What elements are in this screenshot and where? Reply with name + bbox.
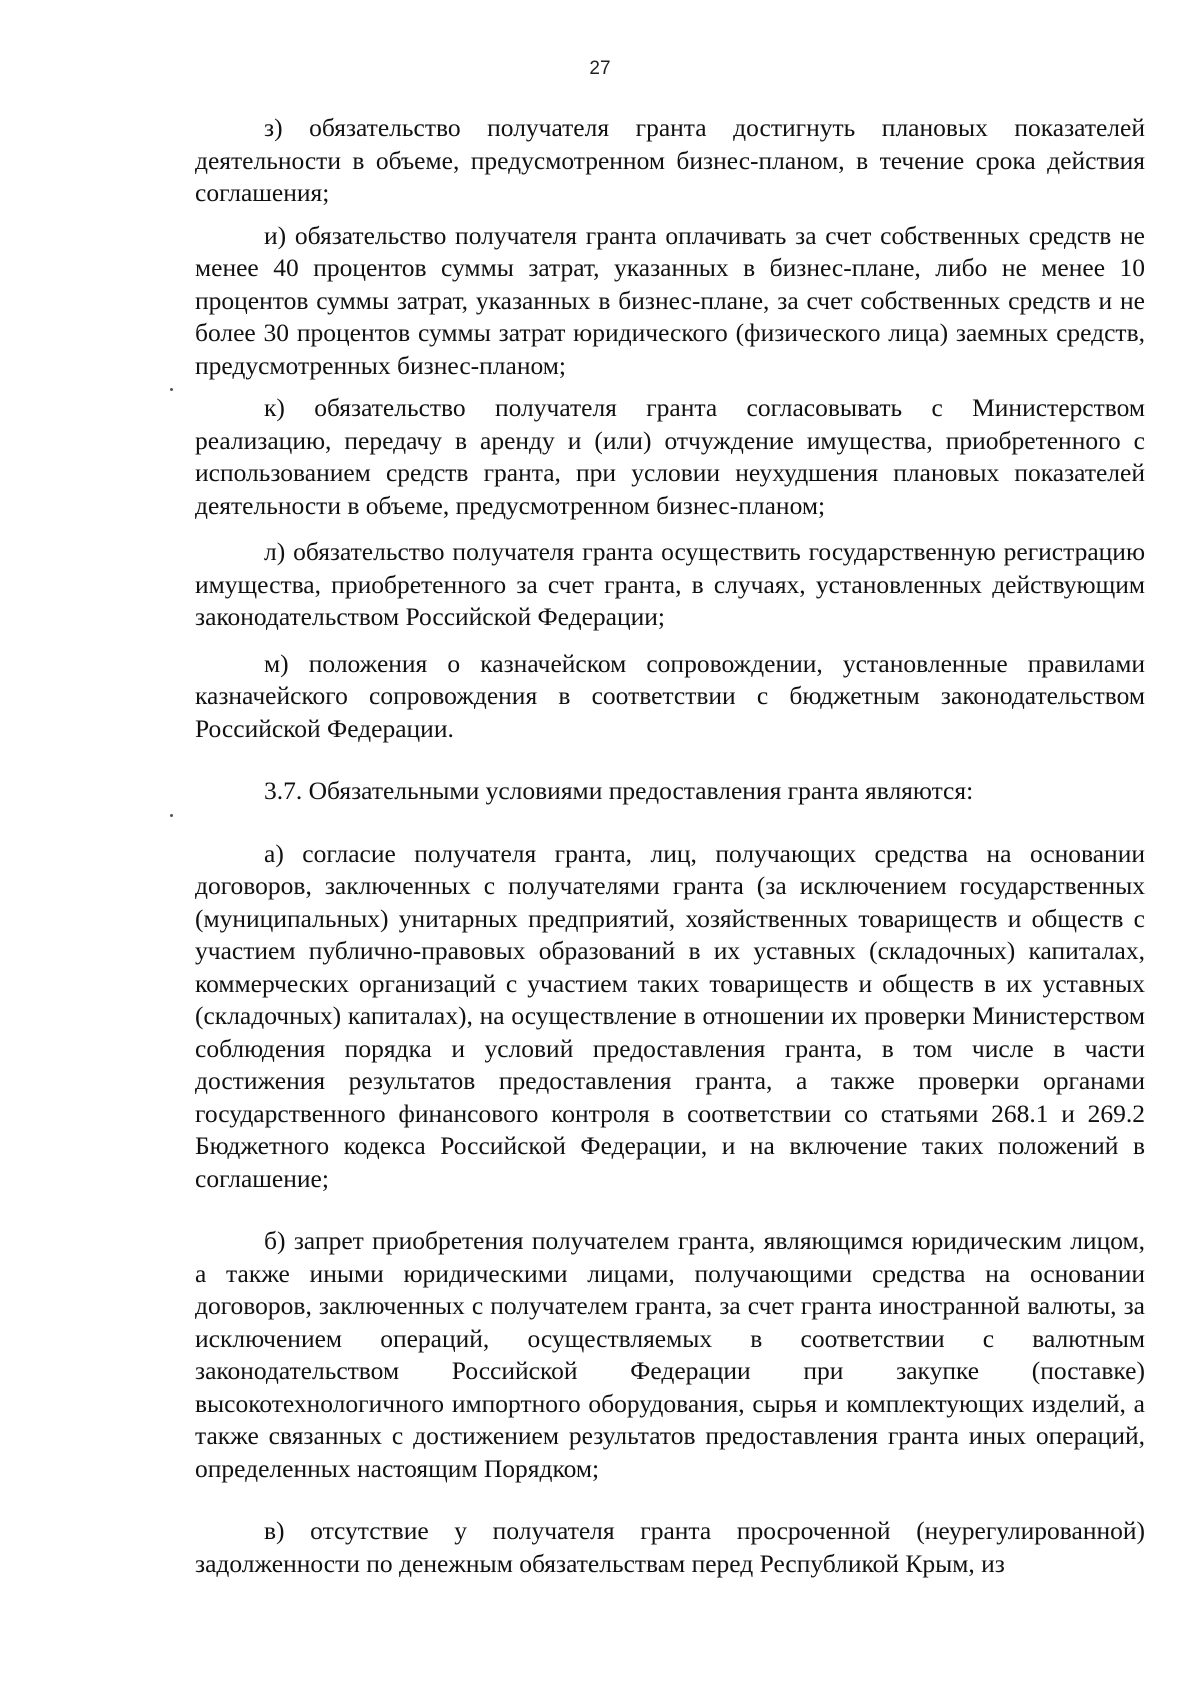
paragraph-k: к) обязательство получателя гранта согласовывать с Министерством реализацию, передачу в аренду и (или) отчуждение имущества, приобретенного с использованием средств гранта, при условии неухудшения плановых показателей деятельности в объеме, предусмотренном бизнес-планом; (195, 393, 1145, 520)
document-body (195, 112, 1145, 1580)
paragraph-b: б) запрет приобретения получателем гранта, являющимся юридическим лицом, а также иными юридическими лицами, получающими средства на основании договоров, заключенных с получателем гранта, за счет гранта иностранной валюты, за исключением операций, осуществляемых в соответствии с валютным законодательством Российской Федерации при закупке (поставке) высокотехнологичного импортного оборудования, сырья и комплектующих изделий, а также связанных с достижением результатов предоставления гранта иных операций, определенных настоящим Порядком; (195, 1226, 1145, 1483)
paragraph-l: л) обязательство получателя гранта осуществить государственную регистрацию имущества, приобретенного за счет гранта, в случаях, установленных действующим законодательством Российской Федерации; (195, 537, 1145, 631)
paragraph-i: и) обязательство получателя гранта оплачивать за счет собственных средств не менее 40 процентов суммы затрат, указанных в бизнес-плане, либо не менее 10 процентов суммы затрат, указанных в бизнес-плане, за счет собственных средств и не более 30 процентов суммы затрат юридического (физического лица) заемных средств, предусмотренных бизнес-планом; (195, 220, 1145, 380)
paragraph-z: з) обязательство получателя гранта достигнуть плановых показателей деятельности в объеме, предусмотренном бизнес-планом, в течение срока действия соглашения; (195, 113, 1145, 207)
paragraph-m: м) положения о казначейском сопровождении, установленные правилами казначейского сопровождения в соответствии с бюджетным законодательством Российской Федерации. (195, 648, 1145, 743)
paragraph-a: а) согласие получателя гранта, лиц, получающих средства на основании договоров, заключенных с получателями гранта (за исключением государственных (муниципальных) унитарных предприятий, хозяйственных товариществ и обществ с участием публично-правовых образований в их уставных (складочных) капиталах, коммерческих организаций с участием таких товариществ и обществ в их уставных (складочных) капиталах), на осуществление в отношении их проверки Министерством соблюдения порядка и условий предоставления гранта, в том числе в части достижения результатов предоставления гранта, а также проверки органами государственного финансового контроля в соответствии со статьями 268.1 и 269.2 Бюджетного кодекса Российской Федерации, и на включение таких положений в соглашение; (195, 838, 1145, 1193)
scan-speck (170, 388, 173, 391)
scan-speck (170, 814, 173, 817)
paragraph-v: в) отсутствие у получателя гранта просроченной (неурегулированной) задолженности по денежным обязательствам перед Республикой Крым, из (195, 1516, 1145, 1578)
page-number: 27 (589, 58, 611, 79)
section-3-7-heading: 3.7. Обязательными условиями предоставления гранта являются: (264, 776, 974, 805)
